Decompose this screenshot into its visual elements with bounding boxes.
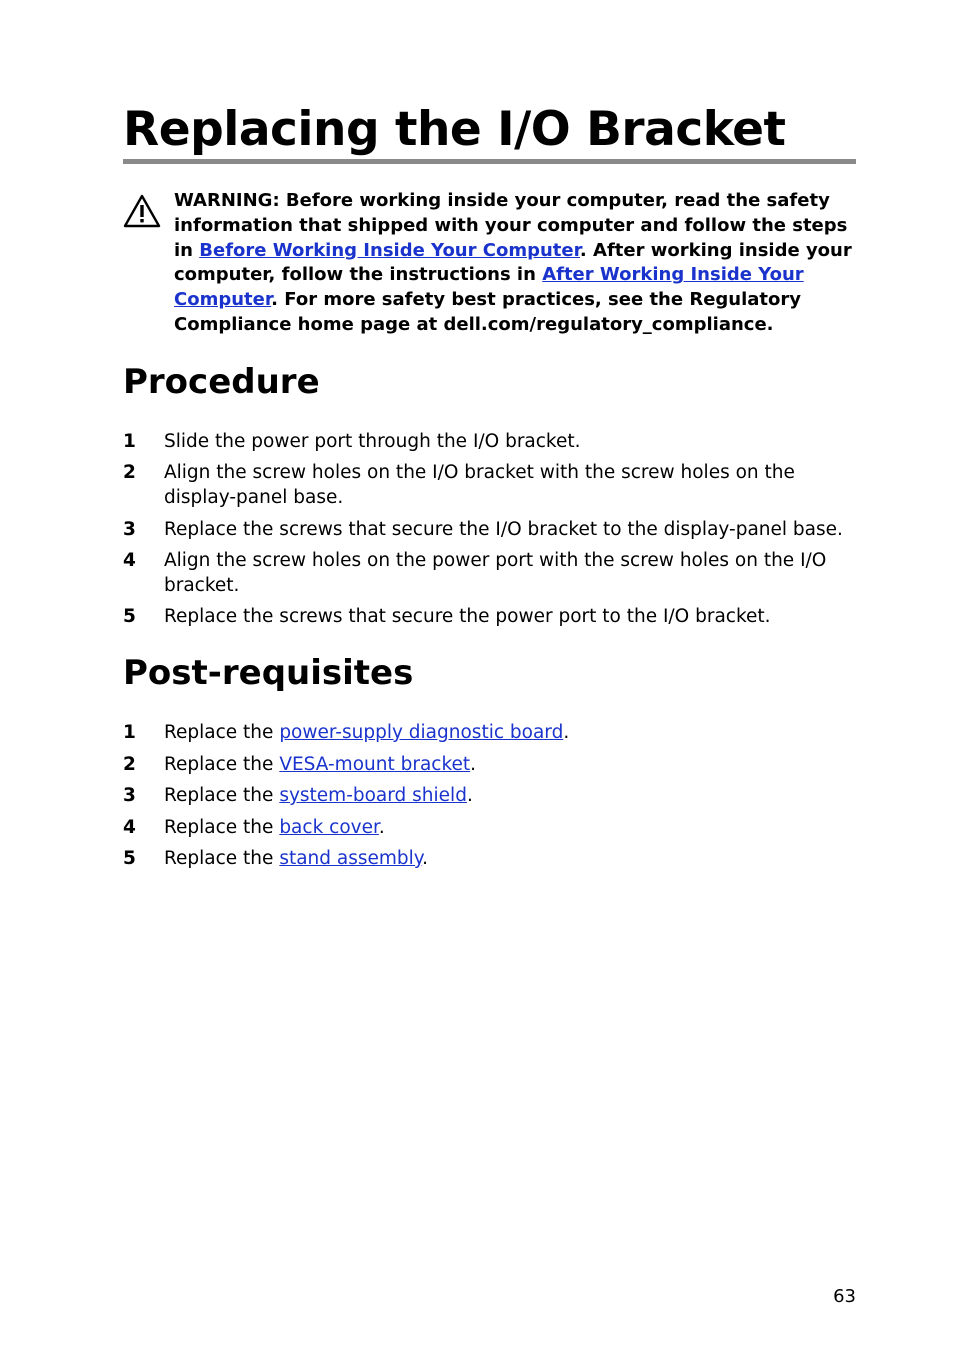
post-requisite-step (123, 783, 863, 808)
step-number: 2 (123, 753, 136, 775)
stand-assembly-link[interactable]: stand assembly (279, 848, 423, 869)
step-number: 4 (123, 816, 136, 838)
procedure-step (123, 460, 863, 510)
procedure-step (123, 604, 863, 629)
step-text-suffix: . (563, 722, 570, 743)
post-requisite-step (123, 720, 863, 745)
step-text: Replace the (164, 816, 280, 838)
step-number: 5 (123, 606, 136, 627)
warning-text-part: WARNING: Before working inside your computer, read the safety information that shipped with your computer and follow the steps in (174, 190, 848, 261)
power-supply-diagnostic-board-link[interactable]: power-supply diagnostic board (279, 722, 564, 743)
step-number: 2 (123, 462, 136, 483)
procedure-step (123, 429, 863, 454)
post-requisites-heading: Post-requisites (123, 653, 414, 693)
step-number: 1 (123, 722, 136, 743)
step-text: Replace the (164, 848, 280, 869)
step-number: 5 (123, 848, 136, 869)
procedure-step (123, 517, 863, 542)
step-text: Align the screw holes on the I/O bracket with the screw holes on the display-panel base. (164, 462, 795, 508)
step-number: 3 (123, 519, 136, 540)
warning-icon (123, 194, 161, 228)
warning-text-part: . After working inside your computer, follow the instructions in (174, 239, 852, 286)
warning-text (174, 189, 864, 338)
procedure-step (123, 548, 863, 598)
post-requisites-steps (123, 720, 863, 871)
after-working-link[interactable]: After Working Inside Your Computer (174, 264, 804, 311)
post-requisite-step (123, 846, 863, 871)
back-cover-link[interactable]: back cover (279, 816, 379, 838)
before-working-link[interactable]: Before Working Inside Your Computer (199, 239, 580, 261)
step-text: Slide the power port through the I/O bracket. (164, 431, 581, 452)
step-text: Align the screw holes on the power port with the screw holes on the I/O bracket. (164, 550, 827, 596)
step-text-suffix: . (378, 816, 385, 838)
step-text: Replace the screws that secure the I/O bracket to the display-panel base. (164, 519, 843, 540)
step-text: Replace the (164, 785, 280, 806)
post-requisite-step (123, 815, 863, 840)
system-board-shield-link[interactable]: system-board shield (279, 785, 467, 806)
step-text-suffix: . (470, 753, 477, 775)
step-number: 3 (123, 785, 136, 806)
page-title: Replacing the I/O Bracket (123, 102, 786, 157)
step-text: Replace the (164, 722, 280, 743)
page-number: 63 (833, 1286, 856, 1307)
procedure-steps (123, 429, 863, 629)
procedure-heading: Procedure (123, 362, 320, 402)
step-text: Replace the screws that secure the power port to the I/O bracket. (164, 606, 771, 627)
step-number: 1 (123, 431, 136, 452)
step-text-suffix: . (466, 785, 473, 806)
step-number: 4 (123, 550, 136, 571)
step-text-suffix: . (422, 848, 428, 869)
step-text: Replace the (164, 753, 280, 775)
warning-text-part: . For more safety best practices, see the Regulatory Compliance home page at dell.com/regulatory_compliance. (174, 289, 801, 335)
post-requisite-step (123, 752, 863, 777)
vesa-mount-bracket-link[interactable]: VESA-mount bracket (279, 753, 471, 775)
title-rule (123, 159, 856, 164)
